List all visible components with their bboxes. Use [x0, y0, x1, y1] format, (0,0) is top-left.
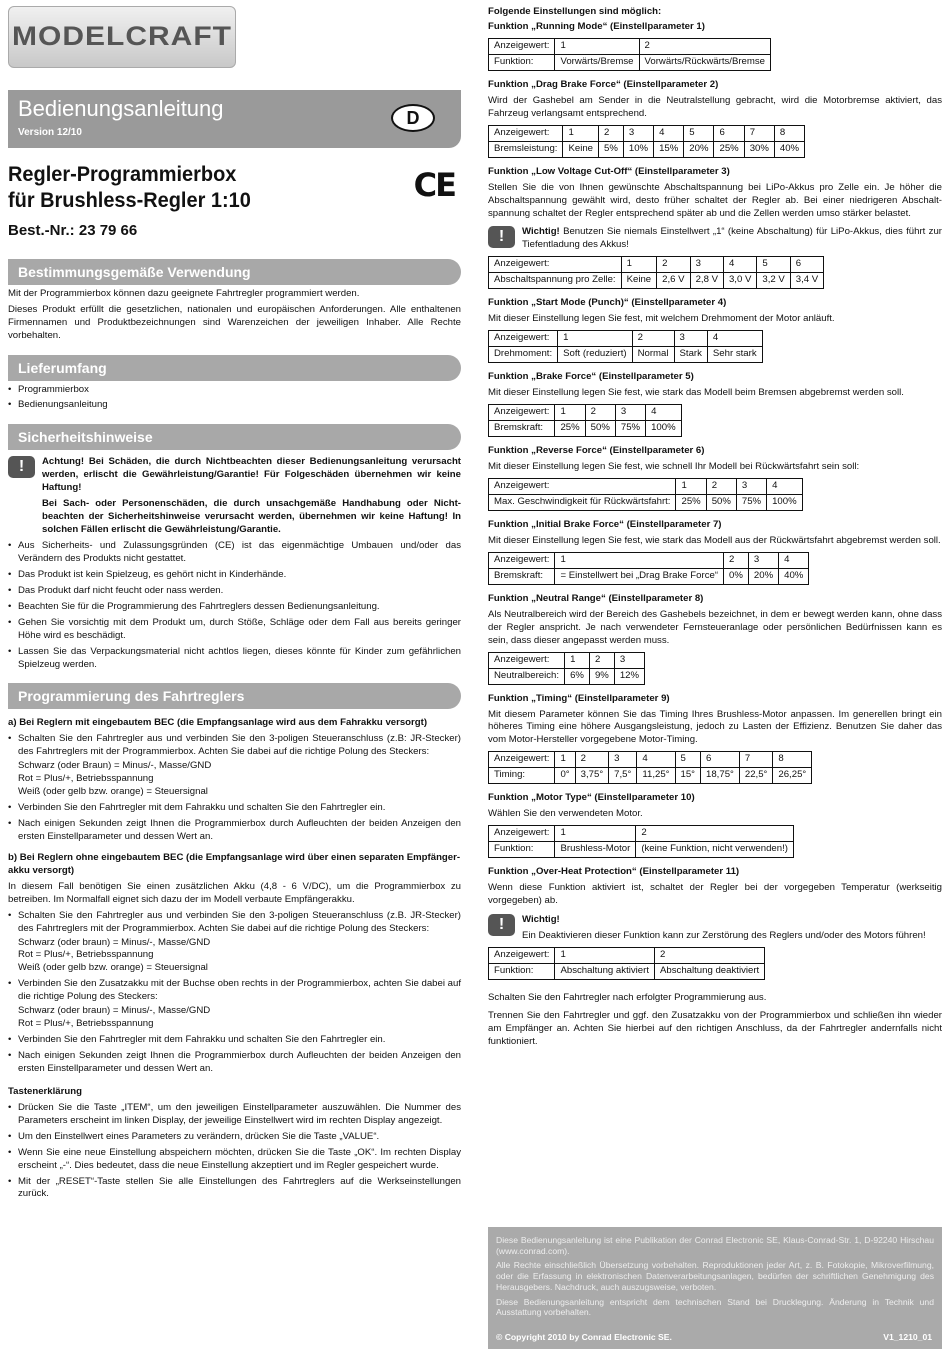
table-row-label: Anzeigewert:: [489, 405, 555, 421]
table-cell: 1: [555, 752, 575, 768]
table-cell: 75%: [736, 494, 766, 510]
table-row: [489, 552, 809, 568]
table-cell: 4: [723, 257, 756, 273]
table-cell: 11,25°: [637, 768, 675, 784]
table-cell: 15%: [654, 141, 684, 157]
f11-title: Funktion „Over-Heat Protection“ (Einstellparameter 11): [488, 866, 740, 878]
table-cell: 2: [657, 257, 690, 273]
list-item: • Programmierbox: [8, 384, 461, 397]
right-column: [488, 6, 942, 1049]
f7-title: Funktion „Initial Brake Force“ (Einstellparameter 7): [488, 518, 722, 530]
table-cell: 15°: [675, 768, 701, 784]
table-row-label: Bremskraft:: [489, 568, 555, 584]
table-cell: 3: [736, 478, 766, 494]
table-row-label: Anzeigewert:: [489, 331, 558, 347]
table-cell: 6: [714, 125, 744, 141]
table-row: [489, 141, 805, 157]
table-cell: Normal: [632, 347, 674, 363]
f5-table: [488, 404, 682, 437]
f8-title: Funktion „Neutral Range“ (Einstellparameter 8): [488, 592, 704, 604]
warning-icon: !: [488, 914, 515, 936]
table-row: [489, 768, 812, 784]
prog-b-list: [8, 910, 461, 1076]
prog-a-heading: a) Bei Reglern mit eingebautem BEC (die Empfangsanlage wird aus dem Fahrakku versorgt): [8, 717, 428, 729]
list-item: • Verbinden Sie den Zusatzakku mit der Buchse oben rechts in der Programmierbox, achten Sie dabei auf die richtige Polung des Steckers: Schwarz (oder braun) = Minus/-, Masse/GND Rot = Plus/+, Betriebsspannung: [8, 978, 461, 1031]
table-cell: 4: [707, 331, 762, 347]
table-row: [489, 842, 794, 858]
table-cell: Keine: [563, 141, 599, 157]
list-item: • Das Produkt ist kein Spielzeug, es gehört nicht in Kinderhände.: [8, 569, 461, 582]
table-row: [489, 652, 645, 668]
table-cell: (keine Funktion, nicht verwenden!): [636, 842, 794, 858]
table-cell: 75%: [615, 421, 645, 437]
table-row-label: Anzeigewert:: [489, 947, 555, 963]
table-cell: 3: [674, 331, 707, 347]
table-row-label: Drehmoment:: [489, 347, 558, 363]
table-cell: Sehr stark: [707, 347, 762, 363]
f11-warning: ! Wichtig! Ein Deaktivieren dieser Funktion kann zur Zerstörung des Reglers und/oder des Motors führen!: [488, 914, 942, 943]
table-cell: 6: [701, 752, 740, 768]
table-cell: Abschaltung aktiviert: [555, 963, 655, 979]
table-row: [489, 405, 682, 421]
f3-title: Funktion „Low Voltage Cut-Off“ (Einstellparameter 3): [488, 165, 730, 177]
table-cell: 3,75°: [575, 768, 609, 784]
language-badge: D: [391, 104, 435, 132]
f3-text: Stellen Sie die von Ihnen gewünschte Abschaltspannung bei LiPo-Akkus pro Zelle ein. Je höher die Abschaltspannung gewählt wird, desto früher schaltet der Regler ab. Bei einer niedrigeren Abschalt-spannung schaltet der Regler entsprechend später ab und die Zellen werden umso stärker belastet.: [488, 181, 942, 219]
table-cell: 26,25°: [773, 768, 812, 784]
list-item: • Schalten Sie den Fahrtregler aus und verbinden Sie den 3-poligen Steueranschluss (z.B. JR-Stecker) des Fahrtreglers mit der Programmierbox. Achten Sie dabei auf die richtige Polung des Steckers: Schwarz (oder braun) = Minus/-, Masse/GND Rot = Plus/+, Betriebsspannung Weiß (oder gelb bzw. orange) = Steuersignal: [8, 910, 461, 976]
product-name-line1: Regler-Programmierbox: [8, 163, 237, 186]
f5-title: Funktion „Brake Force“ (Einstellparameter 5): [488, 371, 694, 383]
table-cell: 2,6 V: [657, 273, 690, 289]
table-cell: 4: [646, 405, 682, 421]
list-item: • Bedienungsanleitung: [8, 399, 461, 412]
footer-text-3: Diese Bedienungsanleitung entspricht dem technischen Stand bei Drucklegung. Änderung in Technik und Ausstattung vorbehalten.: [496, 1296, 934, 1318]
table-cell: Keine: [621, 273, 657, 289]
table-cell: 10%: [623, 141, 653, 157]
f2-text: Wird der Gashebel am Sender in die Neutralstellung gebracht, wird die Motorbremse aktiviert, das Fahrzeug verlangsamt entsprechend.: [488, 94, 942, 119]
table-row: [489, 568, 809, 584]
table-cell: Abschaltung deaktiviert: [655, 963, 765, 979]
safety-warning: [8, 456, 461, 537]
table-row: [489, 752, 812, 768]
table-cell: 3,4 V: [790, 273, 823, 289]
table-cell: 20%: [684, 141, 714, 157]
table-cell: 1: [555, 38, 639, 54]
list-item: • Schalten Sie den Fahrtregler aus und verbinden Sie den 3-poligen Steueranschluss (z.B: JR-Stecker) des Fahrtreglers mit der Programmierbox. Achten Sie dabei auf die richtige Polung des Steckers: Schwarz (oder Braun) = Minus/-, Masse/GND Rot = Plus/+, Betriebsspannung Weiß (oder gelb bzw. orange) = Steuersignal: [8, 733, 461, 799]
f2-title: Funktion „Drag Brake Force“ (Einstellparameter 2): [488, 78, 719, 90]
ce-mark-icon: CE: [413, 166, 455, 204]
table-cell: 3,2 V: [757, 273, 790, 289]
table-row-label: Anzeigewert:: [489, 752, 555, 768]
table-cell: 2: [575, 752, 609, 768]
table-row: [489, 54, 771, 70]
table-cell: 3: [615, 405, 645, 421]
list-item: • Beachten Sie für die Programmierung des Fahrtreglers dessen Bedienungsanleitung.: [8, 601, 461, 614]
table-row-label: Anzeigewert:: [489, 652, 565, 668]
product-block: [8, 162, 461, 241]
table-row-label: Funktion:: [489, 54, 555, 70]
table-cell: 2,8 V: [690, 273, 723, 289]
table-row: [489, 421, 682, 437]
table-cell: 3: [609, 752, 637, 768]
f10-title: Funktion „Motor Type“ (Einstellparameter 10): [488, 792, 695, 804]
section-header-safety: Sicherheitshinweise: [8, 424, 461, 450]
table-row-label: Funktion:: [489, 963, 555, 979]
table-cell: 3,0 V: [723, 273, 756, 289]
warning-icon: !: [8, 456, 35, 478]
table-cell: 4: [779, 552, 809, 568]
table-row-label: Anzeigewert:: [489, 478, 676, 494]
f6-title: Funktion „Reverse Force“ (Einstellparameter 6): [488, 445, 705, 457]
table-cell: 1: [676, 478, 706, 494]
list-item: • Mit der „RESET“-Taste stellen Sie alle Einstellungen des Fahrtreglers auf die Werkseinstellungen zurück.: [8, 1176, 461, 1202]
table-row-label: Abschaltspannung pro Zelle:: [489, 273, 622, 289]
table-row-label: Max. Geschwindigkeit für Rückwärtsfahrt:: [489, 494, 676, 510]
end-text-1: Schalten Sie den Fahrtregler nach erfolgter Programmierung aus.: [488, 991, 767, 1003]
table-cell: 0°: [555, 768, 575, 784]
table-cell: 5: [684, 125, 714, 141]
table-cell: 6%: [565, 668, 590, 684]
table-cell: 2: [724, 552, 749, 568]
warning-text-1: Achtung! Bei Schäden, die durch Nichtbeachten dieser Bedienungsanleitung verursacht werden, erlischt die Gewährleistung/Garantie! Für Folgeschäden übernehmen wir keine Haftung!: [42, 456, 461, 494]
list-item: • Verbinden Sie den Fahrtregler mit dem Fahrakku und schalten Sie den Fahrtregler ein.: [8, 802, 461, 815]
copyright: © Copyright 2010 by Conrad Electronic SE.: [496, 1332, 672, 1343]
f3-warning: ! Wichtig! Benutzen Sie niemals Einstellwert „1“ (keine Abschaltung) für LiPo-Akkus, dies führt zur Tiefentladung des Akkus!: [488, 226, 942, 252]
table-cell: 2: [585, 405, 615, 421]
end-text-2: Trennen Sie den Fahrtregler und ggf. den Zusatzakku von der Programmierbox und schließen ihn wieder am Empfänger an. Achten Sie hierbei auf den richtigen Anschluss, da der Fahrtregler andernfalls nicht funktioniert.: [488, 1009, 942, 1047]
table-row: [489, 668, 645, 684]
table-cell: 1: [555, 947, 655, 963]
f1-title: Funktion „Running Mode“ (Einstellparameter 1): [488, 20, 705, 32]
safety-list: [8, 540, 461, 671]
f10-table: [488, 825, 794, 858]
table-row: [489, 494, 803, 510]
table-row: [489, 257, 824, 273]
table-cell: 25%: [714, 141, 744, 157]
table-cell: Soft (reduziert): [558, 347, 632, 363]
table-cell: 2: [655, 947, 765, 963]
table-cell: 7: [739, 752, 773, 768]
table-cell: 100%: [767, 494, 803, 510]
table-row-label: Anzeigewert:: [489, 125, 563, 141]
f4-text: Mit dieser Einstellung legen Sie fest, mit welchem Drehmoment der Motor anläuft.: [488, 313, 835, 325]
table-row-label: Anzeigewert:: [489, 552, 555, 568]
table-cell: 8: [774, 125, 804, 141]
f8-text: Als Neutralbereich wird der Bereich des Gashebels bezeichnet, in dem er bewegt werden kann, ohne dass der Regler anspricht. Je nach verwendeter Fernsteueranlage oder persönlichen Bedürfnissen kann es sein, dass dieser angepasst werden muss.: [488, 608, 942, 646]
table-cell: 6: [790, 257, 823, 273]
order-number: Best.-Nr.: 23 79 66: [8, 221, 138, 239]
table-row-label: Bremsleistung:: [489, 141, 563, 157]
table-row: [489, 826, 794, 842]
scope-list: [8, 384, 461, 413]
use-text-1: Mit der Programmierbox können dazu geeignete Fahrtregler programmiert werden.: [8, 287, 360, 299]
list-item: • Lassen Sie das Verpackungsmaterial nicht achtlos liegen, dieses könnte für Kinder zum gefährlichen Spielzeug werden.: [8, 646, 461, 672]
table-cell: = Einstellwert bei „Drag Brake Force“: [555, 568, 724, 584]
table-cell: 4: [654, 125, 684, 141]
f7-text: Mit dieser Einstellung legen Sie fest, wie stark das Modell aus der Rückwärtsfahrt abgebremst werden soll.: [488, 534, 941, 546]
table-cell: 40%: [779, 568, 809, 584]
table-cell: 2: [632, 331, 674, 347]
table-cell: 4: [637, 752, 675, 768]
f3-table: [488, 256, 824, 289]
table-row: [489, 478, 803, 494]
table-cell: 3: [623, 125, 653, 141]
table-cell: 2: [706, 478, 736, 494]
table-cell: 5: [675, 752, 701, 768]
table-cell: 22,5°: [739, 768, 773, 784]
product-name-line2: für Brushless-Regler 1:10: [8, 189, 251, 213]
f8-table: [488, 652, 645, 685]
list-item: • Gehen Sie vorsichtig mit dem Produkt um, durch Stöße, Schläge oder dem Fall aus bereits geringer Höhe wird es beschädigt.: [8, 617, 461, 643]
table-cell: 1: [555, 552, 724, 568]
section-header-scope: Lieferumfang: [8, 355, 461, 381]
prog-a-list: [8, 733, 461, 844]
prog-b-intro: In diesem Fall benötigen Sie einen zusätzlichen Akku (4,8 - 6 V/DC), um die Programmierbox zu betreiben. Im Normalfall eignet sich dazu der im Modell verbaute Empfängerakku.: [8, 880, 461, 905]
list-item: • Aus Sicherheits- und Zulassungsgründen (CE) ist das eigenmächtige Umbauen und/oder das Verändern des Produkts nicht gestattet.: [8, 540, 461, 566]
table-row-label: Anzeigewert:: [489, 826, 555, 842]
table-cell: 100%: [646, 421, 682, 437]
title-bar: [8, 90, 461, 148]
warning-icon: !: [488, 226, 515, 248]
table-cell: 1: [621, 257, 657, 273]
table-cell: 1: [558, 331, 632, 347]
table-row: [489, 331, 763, 347]
f5-text: Mit dieser Einstellung legen Sie fest, wie stark das Modell beim Bremsen abgebremst werden soll.: [488, 387, 904, 399]
version-label: Version 12/10: [18, 126, 82, 138]
f2-table: [488, 125, 805, 158]
list-item: • Nach einigen Sekunden zeigt Ihnen die Programmierbox durch Aufleuchten der beiden Anzeigen den ersten Einstellparameter und dessen Wert an.: [8, 1050, 461, 1076]
table-row: [489, 273, 824, 289]
manual-title: Bedienungsanleitung: [18, 96, 224, 121]
f10-text: Wählen Sie den verwendeten Motor.: [488, 808, 643, 820]
f6-text: Mit dieser Einstellung legen Sie fest, wie schnell Ihr Modell bei Rückwärtsfahrt sein soll:: [488, 461, 860, 472]
table-row: [489, 947, 765, 963]
footer-text-1: Diese Bedienungsanleitung ist eine Publikation der Conrad Electronic SE, Klaus-Conrad-Str. 1, D-92240 Hirschau (www.conrad.com).: [496, 1235, 934, 1256]
f4-title: Funktion „Start Mode (Punch)“ (Einstellparameter 4): [488, 297, 727, 309]
table-cell: 2: [599, 125, 624, 141]
table-cell: 3: [690, 257, 723, 273]
table-cell: 18,75°: [701, 768, 740, 784]
table-cell: 50%: [706, 494, 736, 510]
use-text-2: Dieses Produkt erfüllt die gesetzlichen, nationalen und europäischen Anforderungen. Alle enthaltenen Firmennamen und Produktbezeichnungen sind Warenzeichen der jeweiligen Inhaber. Alle Rechte vorbehalten.: [8, 303, 461, 341]
footer-text-2: Alle Rechte einschließlich Übersetzung vorbehalten. Reproduktionen jeder Art, z. B. Fotokopie, Mikroverfilmung, oder die Erfassung in elektronischen Datenverarbeitungsanlagen, bedürfen der schriftlichen Genehmigung des Herausgebers. Nachdruck, auch auszugsweise, verboten.: [496, 1260, 934, 1292]
f9-table: [488, 751, 812, 784]
list-item: • Das Produkt darf nicht feucht oder nass werden.: [8, 585, 461, 598]
keys-list: [8, 1102, 461, 1202]
f7-table: [488, 552, 809, 585]
f6-table: [488, 478, 803, 511]
table-cell: 8: [773, 752, 812, 768]
table-cell: 1: [563, 125, 599, 141]
table-cell: Stark: [674, 347, 707, 363]
table-cell: 40%: [774, 141, 804, 157]
table-cell: 12%: [614, 668, 644, 684]
f4-table: [488, 330, 763, 363]
f9-text: Mit diesem Parameter können Sie das Timing Ihres Brushless-Motor anpassen. Im generellen bringt ein höheres Timing eine höhere Ausgangsleistung, jedoch zu Lasten der Effizienz. Benutzen Sie daher das vom Motor-Hersteller vorgegebene Motor-Timing.: [488, 708, 942, 746]
document-version: V1_1210_01: [883, 1332, 932, 1343]
list-item: • Um den Einstellwert eines Parameters zu verändern, drücken Sie die Taste „VALUE“.: [8, 1131, 461, 1144]
table-cell: 25%: [555, 421, 585, 437]
table-row-label: Anzeigewert:: [489, 257, 622, 273]
table-cell: 4: [767, 478, 803, 494]
footer-imprint: [488, 1227, 942, 1349]
warning-text-2: Bei Sach- oder Personenschäden, die durch unsachgemäße Handhabung oder Nicht-beachten der Sicherheitshinweise verursacht werden, übernehmen wir keine Haftung! In solchen Fällen erlischt die Gewährleistung/Garantie.: [42, 498, 461, 536]
table-row: [489, 125, 805, 141]
section-header-use: Bestimmungsgemäße Verwendung: [8, 259, 461, 285]
table-row: [489, 347, 763, 363]
modelcraft-logo: MODELCRAFT: [8, 6, 236, 68]
list-item: • Wenn Sie eine neue Einstellung abspeichern möchten, drücken Sie die Taste „OK“. Im rechten Display erscheint „-“. Dies bedeutet, dass die neue Einstellung akzeptiert und im Regler gespeichert wurde.: [8, 1147, 461, 1173]
keys-heading: Tastenerklärung: [8, 1085, 82, 1097]
list-item: • Verbinden Sie den Fahrtregler mit dem Fahrakku und schalten Sie den Fahrtregler ein.: [8, 1034, 461, 1047]
f1-table: [488, 38, 771, 71]
table-cell: 7: [744, 125, 774, 141]
table-cell: 9%: [589, 668, 614, 684]
left-column: [8, 6, 461, 1201]
table-cell: 25%: [676, 494, 706, 510]
table-cell: 5%: [599, 141, 624, 157]
table-cell: 3: [614, 652, 644, 668]
section-header-programming: Programmierung des Fahrtreglers: [8, 683, 461, 709]
table-cell: 20%: [748, 568, 778, 584]
table-cell: 30%: [744, 141, 774, 157]
table-cell: Brushless-Motor: [555, 842, 636, 858]
list-item: • Nach einigen Sekunden zeigt Ihnen die Programmierbox durch Aufleuchten der beiden Anzeigen den ersten Einstellparameter und dessen Wert an.: [8, 818, 461, 844]
table-cell: 3: [748, 552, 778, 568]
list-item: • Drücken Sie die Taste „ITEM“, um den jeweiligen Einstellparameter auszuwählen. Die Nummer des Parameters erscheint im linken Display, der jeweilige Einstellwert wird im rechten Display angezeigt.: [8, 1102, 461, 1128]
table-cell: 2: [589, 652, 614, 668]
table-row-label: Timing:: [489, 768, 555, 784]
table-cell: 2: [636, 826, 794, 842]
table-cell: 50%: [585, 421, 615, 437]
table-cell: 0%: [724, 568, 749, 584]
f11-table: [488, 947, 765, 980]
table-row: [489, 38, 771, 54]
settings-intro: Folgende Einstellungen sind möglich:: [488, 6, 662, 17]
table-row-label: Bremskraft:: [489, 421, 555, 437]
table-cell: 1: [555, 405, 585, 421]
table-cell: 7,5°: [609, 768, 637, 784]
table-cell: Vorwärts/Rückwärts/Bremse: [639, 54, 770, 70]
table-row-label: Neutralbereich:: [489, 668, 565, 684]
prog-b-heading: b) Bei Reglern ohne eingebautem BEC (die Empfangsanlage wird über einen separaten Empfänger-akku versorgt): [8, 851, 461, 876]
table-row-label: Anzeigewert:: [489, 38, 555, 54]
table-cell: 1: [555, 826, 636, 842]
table-cell: 2: [639, 38, 770, 54]
table-row-label: Funktion:: [489, 842, 555, 858]
table-row: [489, 963, 765, 979]
table-cell: Vorwärts/Bremse: [555, 54, 639, 70]
table-cell: 1: [565, 652, 590, 668]
table-cell: 5: [757, 257, 790, 273]
f11-text: Wenn diese Funktion aktiviert ist, schaltet der Regler bei der vorgegeben Temperatur (werkseitig vorgegeben) ab.: [488, 882, 942, 907]
f9-title: Funktion „Timing“ (Einstellparameter 9): [488, 692, 670, 704]
